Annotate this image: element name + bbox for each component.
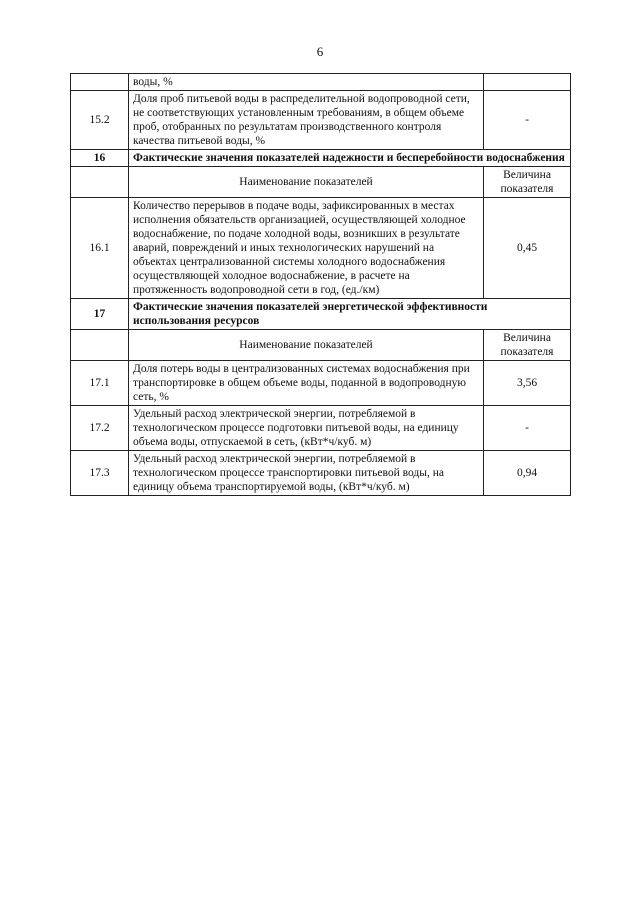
table-row [71,406,571,451]
row-text: воды, % [129,74,484,91]
table-row [71,451,571,496]
row-text: Доля потерь воды в централизованных системах водоснабжения при транспортировке в общем объеме воды, поданной в водопроводную сеть, % [129,361,484,406]
column-header-value: Величина показателя [484,330,571,361]
column-header-name: Наименование показателей [129,330,484,361]
section-number: 16 [71,150,129,167]
header-empty-cell [71,167,129,198]
row-text: Доля проб питьевой воды в распределительной водопроводной сети, не соответствующих установленным требованиям, в общем объеме проб, отобранных по результатам производственного контроля качества питьевой воды, % [129,91,484,150]
section-title: Фактические значения показателей надежности и бесперебойности водоснабжения [129,150,571,167]
row-number: 17.2 [71,406,129,451]
section-row [71,150,571,167]
table-row [71,74,571,91]
column-header-value: Величина показателя [484,167,571,198]
row-value: 0,94 [484,451,571,496]
column-header-row [71,330,571,361]
table-row [71,198,571,299]
row-text: Количество перерывов в подаче воды, зафиксированных в местах исполнения обязательств организацией, осуществляющей холодное водоснабжение, по подаче холодной воды, возникших в результате аварий, повреждений и иных технологических нарушений на объектах централизованной системы холодного водоснабжения осуществляющей холодное водоснабжение, в расчете на протяженность водопроводной сети в год, (ед./км) [129,198,484,299]
page-number: 6 [316,44,324,59]
section-title: Фактические значения показателей энергетической эффективности использования ресурсов [129,299,571,330]
row-value: - [484,406,571,451]
row-text: Удельный расход электрической энергии, потребляемой в технологическом процессе подготовки питьевой воды, на единицу объема воды, отпускаемой в сеть, (кВт*ч/куб. м) [129,406,484,451]
row-number [71,74,129,91]
row-number: 17.3 [71,451,129,496]
table-row [71,361,571,406]
header-empty-cell [71,330,129,361]
indicators-table [70,73,571,496]
column-header-row [71,167,571,198]
table-row [71,91,571,150]
row-value: 3,56 [484,361,571,406]
row-value: 0,45 [484,198,571,299]
section-row [71,299,571,330]
row-number: 17.1 [71,361,129,406]
row-value: - [484,91,571,150]
column-header-name: Наименование показателей [129,167,484,198]
section-number: 17 [71,299,129,330]
row-number: 16.1 [71,198,129,299]
row-value [484,74,571,91]
row-text: Удельный расход электрической энергии, потребляемой в технологическом процессе транспортировки питьевой воды, на единицу объема транспортируемой воды, (кВт*ч/куб. м) [129,451,484,496]
row-number: 15.2 [71,91,129,150]
